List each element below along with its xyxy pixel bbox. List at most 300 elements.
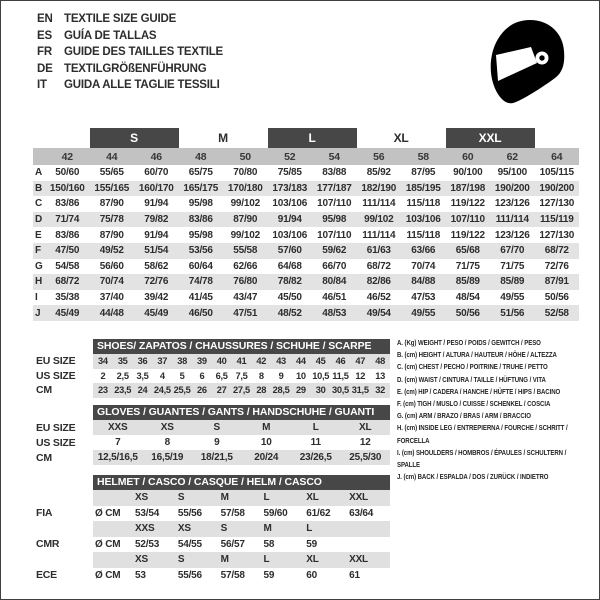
legend-item: F. (cm) TIGH / MUSLO / CUISSE / SCHENKEL / COSCIA: [397, 399, 551, 409]
size-cell: 48/53: [312, 305, 357, 321]
size-cell: 46/51: [322, 292, 347, 304]
unit-label: Ø CM: [95, 569, 121, 581]
size-cell: 82/86: [357, 274, 402, 290]
guide-title: TEXTILE SIZE GUIDE: [64, 13, 177, 25]
size-cell: 119/122: [450, 198, 485, 210]
language-code: ES: [37, 29, 52, 42]
size-cell: 10,5: [312, 370, 330, 381]
size-cell: 46: [331, 354, 351, 369]
size-cell: 13: [375, 370, 385, 381]
main-size-table: [33, 128, 579, 321]
size-cell: 60: [306, 569, 318, 581]
size-cell: 187/198: [446, 181, 491, 197]
measurement-row-label: I: [35, 292, 38, 304]
helmet-size-label: XXL: [347, 490, 390, 506]
unit-spacer: [93, 552, 133, 568]
size-cell: 182/190: [357, 181, 402, 197]
helmet-size-label: S: [176, 552, 219, 568]
size-cell: 38: [172, 354, 192, 369]
language-title-row: [37, 28, 223, 45]
measurement-row: [33, 227, 579, 243]
size-cell: 63/64: [349, 507, 374, 519]
size-cell: 48: [370, 354, 390, 369]
measurement-row: [33, 290, 579, 306]
size-cell: 173/183: [268, 181, 313, 197]
size-column-header: 60: [446, 148, 491, 165]
size-cell: 83/86: [55, 229, 80, 241]
size-cell: 83/86: [55, 198, 80, 210]
size-cell: 47: [350, 354, 370, 369]
size-cell: 53/54: [135, 507, 160, 519]
size-group-header: S: [90, 128, 179, 148]
size-group-header: [535, 128, 580, 148]
size-cell: 18/21,5: [192, 450, 242, 465]
size-cell: 39: [192, 354, 212, 369]
size-cell: 61/63: [357, 243, 402, 259]
legend-item: B. (cm) HEIGHT / ALTURA / HAUTEUR / HÖHE / ALTEZZA: [397, 350, 557, 360]
helmet-size-row: [36, 490, 390, 506]
size-cell: 52/58: [535, 305, 580, 321]
size-cell: 9: [214, 437, 220, 448]
size-cell: 123/126: [494, 198, 530, 210]
size-cell: 51/56: [490, 305, 535, 321]
size-cell: 55/58: [223, 243, 268, 259]
size-cell: 4: [159, 370, 165, 381]
helmet-size-label: L: [261, 552, 304, 568]
size-cell: 2: [100, 370, 106, 381]
size-cell: 127/130: [539, 229, 575, 241]
helmet-size-label: XL: [304, 552, 347, 568]
size-cell: 91/94: [144, 229, 169, 241]
size-cell: 66/70: [322, 260, 347, 272]
size-cell: 58: [263, 538, 275, 550]
size-cell: 7: [115, 437, 121, 448]
helmet-size-label: M: [219, 552, 262, 568]
helmet-value-row: [36, 506, 390, 522]
size-cell: 59: [306, 538, 318, 550]
size-cell: 99/102: [230, 229, 260, 241]
measurement-row: [33, 305, 579, 321]
size-cell: XXS: [93, 420, 143, 435]
size-cell: 23,5: [113, 383, 133, 398]
measurement-row-label: F: [33, 243, 45, 259]
helmet-size-label: M: [261, 521, 304, 537]
helmet-size-label: S: [219, 521, 262, 537]
gloves-row: [36, 450, 390, 465]
row-outer-label: US SIZE: [36, 436, 76, 449]
size-cell: 68/72: [535, 243, 580, 259]
legend-item: I. (cm) SHOULDERS / HOMBROS / ÉPAULES / SCHULTERN / SPALLE: [397, 447, 567, 470]
helmet-icon-svg: [488, 17, 568, 105]
size-cell: 160/170: [134, 181, 179, 197]
helmet-icon: [488, 17, 568, 110]
size-cell: 46/50: [179, 305, 224, 321]
size-cell: 150/160: [45, 181, 90, 197]
shoes-table-title: SHOES/ ZAPATOS / CHAUSSURES / SCHUHE / SCARPE: [93, 339, 390, 354]
size-cell: 71/75: [455, 260, 480, 272]
size-cell: 84/88: [401, 274, 446, 290]
measurement-row-label: G: [35, 260, 43, 272]
size-cell: 62/66: [233, 260, 258, 272]
measurement-row: [33, 196, 579, 212]
helmet-value-row: [36, 568, 390, 584]
size-cell: 59: [263, 569, 275, 581]
size-cell: 56/57: [220, 538, 245, 550]
size-cell: 55/56: [177, 569, 202, 581]
size-cell: 99/102: [230, 198, 260, 210]
guide-title: TEXTILGRÖßENFÜHRUNG: [64, 62, 207, 75]
size-cell: 87/91: [535, 274, 580, 290]
size-group-header: XXL: [446, 128, 535, 148]
size-cell: 60/70: [144, 167, 169, 179]
measurement-row: [33, 243, 579, 259]
size-cell: 190/200: [490, 181, 535, 197]
size-column-header: 56: [357, 148, 402, 165]
size-cell: 115/118: [406, 229, 441, 241]
legend-item: A. (Kg) WEIGHT / PESO / POIDS / GEWITCH / PESO: [397, 338, 541, 347]
size-column-header: 52: [268, 148, 313, 165]
row-outer-label: [36, 490, 93, 506]
size-cell: 43/47: [233, 292, 258, 304]
language-title-row: [37, 11, 223, 28]
size-cell: 7,5: [235, 370, 248, 381]
size-cell: 45/49: [45, 305, 90, 321]
unit-spacer: [93, 490, 133, 506]
size-cell: 90/100: [453, 167, 483, 179]
measurement-legend: [397, 337, 581, 483]
size-cell: 65/68: [446, 243, 491, 259]
size-cell: 57/58: [220, 507, 245, 519]
size-cell: 44: [291, 354, 311, 369]
gloves-table-title: GLOVES / GUANTES / GANTS / HANDSCHUHE / GUANTI: [93, 405, 390, 420]
size-cell: 55/65: [99, 167, 124, 179]
size-group-header: M: [218, 131, 228, 145]
language-title-row: [37, 77, 223, 94]
helmet-size-label: M: [219, 490, 262, 506]
size-cell: 99/102: [357, 212, 402, 228]
size-group-spacer: [33, 128, 90, 148]
size-cell: 50/56: [446, 305, 491, 321]
standard-label: CMR: [36, 538, 60, 551]
size-cell: 32: [370, 383, 390, 398]
row-label-spacer: [33, 148, 45, 165]
size-cell: 55/56: [177, 507, 202, 519]
row-outer-label: [36, 552, 93, 568]
size-cell: 59/60: [263, 507, 288, 519]
size-cell: 46/52: [366, 292, 391, 304]
measurement-row-label: D: [33, 212, 45, 228]
standard-label: ECE: [36, 569, 57, 582]
measurement-row: [33, 165, 579, 181]
language-code: DE: [37, 62, 53, 75]
size-cell: 76/80: [223, 274, 268, 290]
size-cell: 119/122: [450, 229, 485, 241]
size-cell: 95/98: [312, 212, 357, 228]
size-cell: 185/195: [401, 181, 446, 197]
shoes-row: [36, 369, 390, 384]
size-cell: 105/115: [539, 167, 574, 179]
size-cell: 23: [93, 383, 113, 398]
size-cell: 58/62: [144, 260, 169, 272]
measurement-row: [33, 274, 579, 290]
size-cell: 87/90: [223, 212, 268, 228]
legend-item: D. (cm) WAIST / CINTURA / TAILLE / HÜFTUNG / VITA: [397, 374, 546, 384]
size-cell: 79/82: [134, 212, 179, 228]
size-column-header: 58: [401, 148, 446, 165]
size-cell: 25,5/30: [341, 450, 391, 465]
size-cell: 29: [291, 383, 311, 398]
size-cell: 12: [355, 370, 366, 381]
helmet-table-title: HELMET / CASCO / CASQUE / HELM / CASCO: [93, 475, 390, 490]
size-cell: 59/62: [312, 243, 357, 259]
helmet-size-row: [36, 552, 390, 568]
size-cell: 5: [179, 370, 185, 381]
helmet-size-label: S: [176, 490, 219, 506]
helmet-size-label: L: [261, 490, 304, 506]
helmet-size-label: XS: [133, 552, 176, 568]
size-cell: 3,5: [136, 370, 149, 381]
helmet-size-label: L: [304, 521, 347, 537]
size-cell: 45: [311, 354, 331, 369]
size-column-header: 64: [535, 148, 580, 165]
size-cell: 50/56: [544, 292, 569, 304]
size-column-header: 54: [312, 148, 357, 165]
row-outer-label: EU SIZE: [36, 421, 76, 434]
size-cell: 115/119: [535, 212, 580, 228]
size-cell: 103/106: [272, 229, 308, 241]
size-cell: 45/50: [277, 292, 302, 304]
measurement-row: [33, 212, 579, 228]
guide-title: GUIDA ALLE TAGLIE TESSILI: [64, 79, 220, 92]
size-cell: 64/68: [277, 260, 302, 272]
helmet-size-label: XL: [304, 490, 347, 506]
size-cell: 85/89: [446, 274, 491, 290]
size-cell: 60/64: [188, 260, 213, 272]
size-cell: 56/60: [99, 260, 124, 272]
size-cell: 6: [199, 370, 205, 381]
size-cell: 23/26,5: [291, 450, 341, 465]
helmet-size-label: XS: [176, 521, 219, 537]
size-cell: 87/95: [411, 167, 436, 179]
size-cell: 68/72: [366, 260, 391, 272]
size-cell: 54/55: [177, 538, 202, 550]
size-cell: 70/80: [233, 167, 258, 179]
size-cell: 70/74: [411, 260, 436, 272]
size-cell: S: [192, 420, 242, 435]
language-code: EN: [37, 13, 53, 25]
size-cell: 28,5: [271, 383, 291, 398]
size-cell: 25,5: [172, 383, 192, 398]
size-cell: 10: [260, 437, 272, 448]
size-cell: 11,5: [332, 370, 349, 381]
size-cell: 107/110: [317, 198, 352, 210]
size-cell: 165/175: [179, 181, 224, 197]
gloves-table-section: [36, 405, 390, 465]
size-cell: 12: [359, 437, 371, 448]
gloves-row: [36, 420, 390, 435]
size-cell: 49/54: [357, 305, 402, 321]
size-cell: 85/89: [490, 274, 535, 290]
shoes-row: [36, 383, 390, 398]
size-cell: 103/106: [401, 212, 446, 228]
size-column-header: 42: [45, 148, 90, 165]
gloves-row: [36, 435, 390, 450]
size-cell: 72/76: [544, 260, 569, 272]
size-cell: XS: [143, 420, 193, 435]
size-cell: 51/54: [134, 243, 179, 259]
size-cell: M: [242, 420, 292, 435]
measurement-row: [33, 181, 579, 197]
size-cell: 68/72: [45, 274, 90, 290]
size-cell: 107/110: [446, 212, 491, 228]
size-cell: 74/78: [179, 274, 224, 290]
helmet-table: [36, 490, 390, 583]
size-cell: 27,5: [232, 383, 252, 398]
legend-item: C. (cm) CHEST / PECHO / POITRINE / TRUHE / PETTO: [397, 362, 548, 372]
helmet-size-label: XXS: [133, 521, 176, 537]
size-cell: 26: [192, 383, 212, 398]
size-cell: 54/58: [55, 260, 80, 272]
size-group-header: XL: [393, 131, 409, 145]
size-cell: 43: [271, 354, 291, 369]
shoes-row: [36, 354, 390, 369]
standard-label: FIA: [36, 507, 53, 520]
size-cell: 53: [135, 569, 146, 581]
size-cell: 8: [164, 437, 170, 448]
size-cell: 41: [232, 354, 252, 369]
size-cell: 91/94: [144, 198, 169, 210]
size-cell: 170/180: [223, 181, 268, 197]
size-cell: 107/110: [317, 229, 352, 241]
size-cell: 111/114: [362, 198, 396, 210]
size-cell: 95/98: [188, 229, 213, 241]
measurement-row-label: B: [33, 181, 45, 197]
row-outer-label: CM: [36, 451, 52, 464]
size-cell: 42: [251, 354, 271, 369]
legend-item: G. (cm) ARM / BRAZO / BRAS / ARM / BRACCIO: [397, 411, 531, 421]
guide-title: GUIDE DES TAILLES TEXTILE: [64, 46, 223, 59]
size-cell: 85/92: [366, 167, 391, 179]
size-cell: 91/94: [268, 212, 313, 228]
shoes-table-section: [36, 339, 390, 398]
language-title-row: [37, 44, 223, 61]
measurement-row-label: C: [35, 198, 43, 210]
size-cell: 103/106: [272, 198, 308, 210]
size-cell: 41/45: [188, 292, 213, 304]
size-cell: 111/114: [362, 229, 396, 241]
size-cell: 65/75: [188, 167, 213, 179]
size-cell: 71/75: [500, 260, 525, 272]
size-cell: [347, 537, 390, 553]
size-cell: 75/85: [277, 167, 302, 179]
size-cell: 87/90: [99, 198, 124, 210]
size-cell: 2,5: [116, 370, 129, 381]
language-title-row: [37, 61, 223, 78]
size-cell: 61: [349, 569, 360, 581]
size-cell: 20/24: [242, 450, 292, 465]
language-code: IT: [37, 79, 47, 92]
size-cell: 47/51: [223, 305, 268, 321]
size-cell: 52/53: [135, 538, 160, 550]
size-cell: 9: [278, 370, 284, 381]
size-cell: 37: [152, 354, 172, 369]
measurement-row-label: E: [35, 229, 42, 241]
size-column-header: 50: [223, 148, 268, 165]
size-number-row: [33, 148, 579, 165]
helmet-value-row: [36, 537, 390, 553]
guide-title: GUÍA DE TALLAS: [64, 29, 157, 42]
size-cell: 39/42: [144, 292, 169, 304]
size-cell: 95/100: [497, 167, 527, 179]
size-cell: 83/88: [322, 167, 347, 179]
size-cell: 24,5: [152, 383, 172, 398]
size-column-header: 44: [90, 148, 135, 165]
legend-item: H. (cm) INSIDE LEG / ENTREPIERNA / FOURCHE / SCHRITT / FORCELLA: [397, 423, 568, 445]
size-cell: 28: [251, 383, 271, 398]
size-cell: 127/130: [539, 198, 575, 210]
size-cell: 16,5/19: [143, 450, 193, 465]
size-cell: 37/40: [99, 292, 124, 304]
legend-item: E. (cm) HIP / CADERA / HANCHE / HÜFTE / HIPS / BACINO: [397, 386, 561, 396]
size-cell: 49/52: [90, 243, 135, 259]
size-cell: 53/56: [179, 243, 224, 259]
size-cell: 63/66: [401, 243, 446, 259]
gloves-table: [36, 420, 390, 465]
size-cell: 49/55: [500, 292, 525, 304]
size-cell: 155/165: [90, 181, 135, 197]
size-cell: 11: [310, 437, 321, 448]
size-cell: XL: [341, 420, 391, 435]
size-cell: 44/48: [90, 305, 135, 321]
language-title-block: [37, 11, 223, 94]
unit-label: Ø CM: [95, 507, 121, 519]
language-code: FR: [37, 46, 52, 59]
size-cell: 80/84: [312, 274, 357, 290]
helmet-size-label: XS: [133, 490, 176, 506]
size-cell: 12,5/16,5: [93, 450, 143, 465]
row-outer-label: EU SIZE: [36, 355, 76, 368]
size-cell: 95/98: [188, 198, 213, 210]
size-cell: 30: [311, 383, 331, 398]
size-cell: 83/86: [179, 212, 224, 228]
size-cell: 10: [295, 370, 306, 381]
size-cell: 75/78: [90, 212, 135, 228]
size-cell: 111/114: [490, 212, 535, 228]
size-cell: 48/52: [268, 305, 313, 321]
size-cell: 35: [113, 354, 133, 369]
shoes-table: [36, 354, 390, 398]
size-cell: 177/187: [312, 181, 357, 197]
size-cell: 123/126: [494, 229, 530, 241]
size-cell: 72/76: [134, 274, 179, 290]
helmet-size-label: [347, 521, 390, 537]
size-cell: 40: [212, 354, 232, 369]
legend-item: J. (cm) BACK / ESPALDA / DOS / ZURÜCK / INDIETRO: [397, 472, 549, 482]
size-cell: 50/60: [55, 167, 80, 179]
size-cell: 34: [93, 354, 113, 369]
helmet-size-row: [36, 521, 390, 537]
unit-spacer: [93, 521, 133, 537]
size-column-header: 46: [134, 148, 179, 165]
size-cell: 71/74: [45, 212, 90, 228]
size-cell: 31,5: [350, 383, 370, 398]
size-cell: 115/118: [406, 198, 441, 210]
measurement-row-label: J: [33, 305, 45, 321]
size-cell: L: [291, 420, 341, 435]
helmet-table-section: [36, 475, 390, 583]
size-cell: 8: [258, 370, 264, 381]
size-cell: 57/60: [268, 243, 313, 259]
